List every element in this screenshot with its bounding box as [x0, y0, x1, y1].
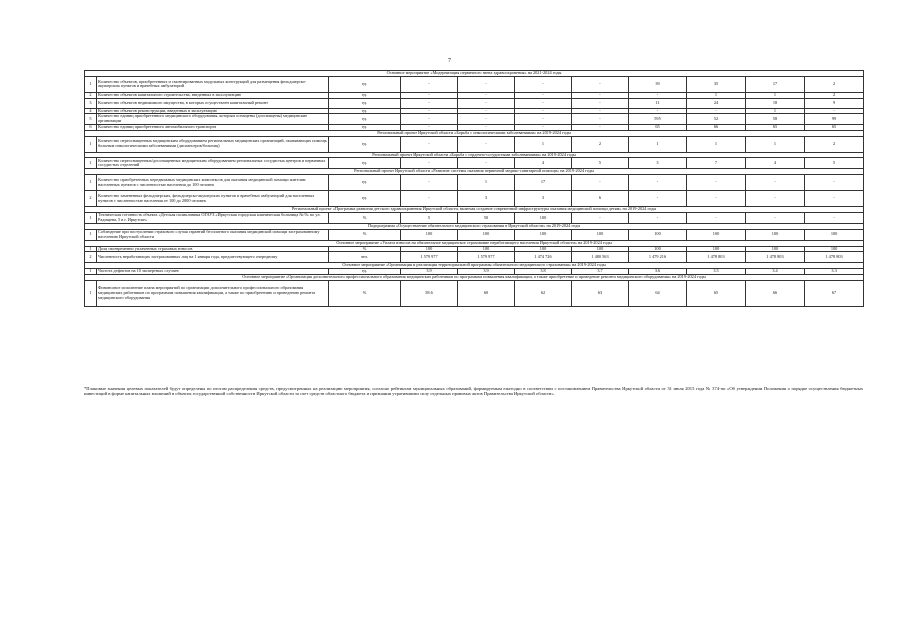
value-cell: 66 [746, 280, 805, 306]
unit-cell: ед. [329, 98, 401, 108]
row-number: 3 [85, 98, 97, 108]
row-number: 1 [85, 158, 97, 169]
unit-cell: чел. [329, 252, 401, 263]
value-cell: - [458, 108, 515, 114]
indicator-name: Доля своевременно уплаченных страховых взносов [97, 246, 329, 252]
value-cell: - [401, 136, 458, 152]
value-cell: 1 [746, 108, 805, 114]
value-cell: 35 [687, 76, 746, 92]
value-cell: 4 [746, 158, 805, 169]
unit-cell: ед. [329, 158, 401, 169]
value-cell: - [515, 108, 572, 114]
unit-cell: % [329, 246, 401, 252]
value-cell: 17 [746, 76, 805, 92]
value-cell: - [629, 191, 687, 207]
value-cell: - [572, 76, 629, 92]
value-cell: - [458, 92, 515, 98]
value-cell: - [515, 76, 572, 92]
indicator-name: Количество приобретенных передвижных медицинских комплексов для оказания медицинской помощи жителям населенных пунктов с численностью населения до 100 человек [97, 175, 329, 191]
value-cell: 1 [746, 92, 805, 98]
value-cell: 3.9 [458, 269, 515, 275]
unit-cell: ед. [329, 76, 401, 92]
value-cell: 58.6 [401, 280, 458, 306]
value-cell: 1 478 803 [805, 252, 864, 263]
value-cell: 7 [687, 158, 746, 169]
value-cell: 1 [515, 136, 572, 152]
value-cell: - [687, 108, 746, 114]
table-row [85, 229, 864, 240]
unit-cell: % [329, 229, 401, 240]
value-cell: 2 [805, 76, 864, 92]
value-cell: 3 [515, 191, 572, 207]
value-cell: 2 [805, 92, 864, 98]
value-cell: 100 [629, 229, 687, 240]
section-title: Подпрограмма «Осуществление обязательного медицинского страхования в Иркутской области» на 2019-2024 годы [85, 223, 864, 229]
indicator-name: Финансовое исполнение плана мероприятий по организации дополнительного профессионального образования медицинских работников по программам повышения квалификации, а также по приобретению и проведению ремонта медицинского оборудования [97, 280, 329, 306]
indicator-name: Количество переоснащенных/дооснащенных медицинским оборудованием региональных сосудистых центров и первичных сосудистых отделений [97, 158, 329, 169]
value-cell: 595 [629, 114, 687, 125]
value-cell: 100 [805, 246, 864, 252]
value-cell: 65 [805, 124, 864, 130]
table-row [85, 191, 864, 207]
value-cell: 3.6 [629, 269, 687, 275]
value-cell: 1 479 216 [629, 252, 687, 263]
value-cell: - [458, 136, 515, 152]
value-cell: 65 [687, 280, 746, 306]
row-number: 1 [85, 175, 97, 191]
indicator-name: Количество переоснащенных медицинским оборудованием региональных медицинских организаций, оказывающих помощь больным онкологическими заболеваниями (диспансеров/больниц) [97, 136, 329, 152]
table-row [85, 136, 864, 152]
row-number: 5 [85, 114, 97, 125]
section-title: Основное мероприятие «Модернизация первичного звена здравоохранения» на 2021-2024 годы [85, 71, 864, 77]
value-cell: - [515, 124, 572, 130]
value-cell: 1 [687, 136, 746, 152]
value-cell: 100 [687, 246, 746, 252]
unit-cell: % [329, 212, 401, 223]
section-title: Региональный проект Иркутской области «Развитие системы оказания первичной медико-санитарной помощи» на 2019-2024 годы [85, 169, 864, 175]
value-cell: - [629, 212, 687, 223]
value-cell: 99 [805, 114, 864, 125]
table-body [85, 71, 864, 307]
value-cell: - [629, 175, 687, 191]
value-cell: - [805, 108, 864, 114]
unit-cell: ед. [329, 108, 401, 114]
value-cell: 1 579 977 [458, 252, 515, 263]
value-cell: 52 [687, 114, 746, 125]
value-cell: 3.4 [746, 269, 805, 275]
value-cell: 100 [746, 246, 805, 252]
value-cell: - [401, 175, 458, 191]
value-cell: - [746, 175, 805, 191]
value-cell: 1 [687, 92, 746, 98]
row-number: 1 [85, 246, 97, 252]
value-cell: - [401, 76, 458, 92]
value-cell: 1 474 726 [515, 252, 572, 263]
value-cell: - [687, 191, 746, 207]
value-cell: 1 478 803 [687, 252, 746, 263]
value-cell: 58 [746, 114, 805, 125]
value-cell: 65 [629, 124, 687, 130]
unit-cell: ед. [329, 269, 401, 275]
value-cell: 3.5 [687, 269, 746, 275]
value-cell: 1 [629, 136, 687, 152]
value-cell: - [515, 98, 572, 108]
table-row [85, 280, 864, 306]
row-number: 1 [85, 212, 97, 223]
value-cell: - [805, 212, 864, 223]
value-cell: - [401, 114, 458, 125]
indicator-name: Количество единиц приобретенного медицинского оборудования, которым оснащены (дооснащены) медицинские организации [97, 114, 329, 125]
value-cell: - [572, 98, 629, 108]
value-cell: - [629, 108, 687, 114]
value-cell: 3.8 [515, 269, 572, 275]
unit-cell: ед. [329, 114, 401, 125]
value-cell: - [401, 158, 458, 169]
indicator-name: Количество единиц приобретенного автомобильного транспорта [97, 124, 329, 130]
value-cell: - [458, 114, 515, 125]
value-cell: 64 [629, 280, 687, 306]
value-cell: - [805, 175, 864, 191]
value-cell: 100 [401, 229, 458, 240]
unit-cell: ед. [329, 191, 401, 207]
unit-cell: ед. [329, 175, 401, 191]
value-cell: 63 [572, 280, 629, 306]
table-row [85, 158, 864, 169]
value-cell: 67 [805, 280, 864, 306]
value-cell: 3.3 [805, 269, 864, 275]
value-cell: - [458, 76, 515, 92]
value-cell: 18 [746, 98, 805, 108]
value-cell: 2 [805, 136, 864, 152]
value-cell: 100 [746, 229, 805, 240]
value-cell: - [401, 124, 458, 130]
section-title: Региональный проект Иркутской области «Борьба с онкологическими заболеваниями» на 2019-2024 годы [85, 130, 864, 136]
indicator-name: Соблюдение при поступлении страхового случая гарантий бесплатного оказания медицинской помощи застрахованному населению Иркутской области [97, 229, 329, 240]
value-cell: 24 [687, 98, 746, 108]
value-cell: - [687, 175, 746, 191]
value-cell: 11 [629, 98, 687, 108]
page-number: 7 [448, 58, 451, 64]
value-cell: 5 [572, 158, 629, 169]
row-number: 2 [85, 191, 97, 207]
section-title: Основное мероприятие «Организация и реализация территориальной программы обязательного медицинского страхования» на 2019-2024 годы [85, 263, 864, 269]
value-cell: - [401, 92, 458, 98]
unit-cell: ед. [329, 136, 401, 152]
value-cell: 100 [572, 229, 629, 240]
indicator-name: Частота дефектов на 10 экспертных случаев [97, 269, 329, 275]
section-title: Основное мероприятие «Организация дополнительного профессионального образования медицинских работников по программам повышения квалификации, а также приобретение и проведение ремонта медицинского оборудования» на 2019-2024 годы [85, 274, 864, 280]
row-number: 1 [85, 269, 97, 275]
indicator-name: Количество объектов реконструкции, введенных в эксплуатацию [97, 108, 329, 114]
value-cell: - [746, 191, 805, 207]
row-number: 1 [85, 280, 97, 306]
value-cell: - [687, 212, 746, 223]
section-title: Региональный проект Иркутской области «Борьба с сердечно-сосудистыми заболеваниями» на 2019-2024 годы [85, 152, 864, 158]
value-cell: 1 478 803 [746, 252, 805, 263]
value-cell: 100 [629, 246, 687, 252]
value-cell: - [515, 92, 572, 98]
value-cell: 1 [458, 175, 515, 191]
value-cell: - [458, 98, 515, 108]
value-cell: - [401, 108, 458, 114]
value-cell: 100 [401, 246, 458, 252]
value-cell: - [572, 108, 629, 114]
value-cell: 100 [687, 229, 746, 240]
value-cell: 9 [805, 98, 864, 108]
value-cell: 66 [687, 124, 746, 130]
row-number: 1 [85, 136, 97, 152]
value-cell: 5 [401, 212, 458, 223]
value-cell: 6 [572, 191, 629, 207]
table-row [85, 98, 864, 108]
value-cell: 3.7 [572, 269, 629, 275]
value-cell: 100 [458, 246, 515, 252]
indicator-name: Количество замененных фельдшерских, фельдшерско-акушерских пунктов и врачебных амбулаторий для населенных пунктов с численностью населения от 100 до 2000 человек [97, 191, 329, 207]
value-cell: - [572, 175, 629, 191]
row-number: 2 [85, 252, 97, 263]
value-cell: 1 [746, 136, 805, 152]
indicators-table [84, 70, 864, 307]
value-cell: - [572, 212, 629, 223]
value-cell: 1 480 563 [572, 252, 629, 263]
value-cell: 3.9 [401, 269, 458, 275]
value-cell: 65 [746, 124, 805, 130]
section-title: Региональный проект «Программа развития детского здравоохранения Иркутской области, включая создание современной инфраструктуры оказания медицинской помощи детям» на 2019-2024 годы [85, 207, 864, 213]
table-row [85, 252, 864, 263]
value-cell: - [572, 92, 629, 98]
value-cell: - [401, 191, 458, 207]
value-cell: 100 [458, 229, 515, 240]
value-cell: - [458, 124, 515, 130]
value-cell: 50 [458, 212, 515, 223]
value-cell: - [805, 191, 864, 207]
value-cell: 39 [629, 76, 687, 92]
value-cell: 5 [805, 158, 864, 169]
row-number: 1 [85, 76, 97, 92]
unit-cell: ед. [329, 124, 401, 130]
value-cell: 100 [515, 229, 572, 240]
footnote: *Плановые значения целевых показателей будут определены по итогам распределения средств, предусмотренных на реализацию мероприятия, согласно рейтингам муниципальных образований, формируемым ежегодно в соответствии с постановлением Правительства Иркутской области от 31 июля 2015 года № 374-пп «Об утверждении Положения о порядке осуществления бюджетных инвестиций в форме капитальных вложений в объекты государственной собственности Иркутской области за счет средств областного бюджета и признании утратившими силу отдельных правовых актов Правительства Иркутской области». [84, 386, 863, 397]
table-row [85, 212, 864, 223]
section-title: Основное мероприятие «Уплата взносов на обязательное медицинское страхование неработающего населения Иркутской области» на 2019-2024 годы [85, 240, 864, 246]
indicator-name: Техническая готовность объекта «Детская поликлиника ОГАУЗ «Иркутская городская клиническая больница № 9» по ул. Радищева, 5 в г. Иркутске» [97, 212, 329, 223]
value-cell: 100 [805, 229, 864, 240]
row-number: 4 [85, 108, 97, 114]
value-cell: 100 [572, 246, 629, 252]
value-cell: - [629, 92, 687, 98]
value-cell: 100 [515, 246, 572, 252]
table-row [85, 114, 864, 125]
value-cell: 2 [572, 136, 629, 152]
value-cell: 3 [458, 191, 515, 207]
value-cell: 62 [515, 280, 572, 306]
value-cell: - [572, 124, 629, 130]
value-cell: - [401, 98, 458, 108]
unit-cell: % [329, 280, 401, 306]
unit-cell: ед. [329, 92, 401, 98]
table-row [85, 76, 864, 92]
table-row [85, 175, 864, 191]
indicator-name: Количество объектов недвижимого имущества, в которых осуществлен капитальный ремонт [97, 98, 329, 108]
row-number: 6 [85, 124, 97, 130]
value-cell: - [572, 114, 629, 125]
value-cell: 3 [629, 158, 687, 169]
value-cell: 60 [458, 280, 515, 306]
value-cell: 100 [515, 212, 572, 223]
value-cell: - [746, 212, 805, 223]
row-number: 1 [85, 229, 97, 240]
value-cell: - [458, 158, 515, 169]
value-cell: 4 [515, 158, 572, 169]
value-cell: 17 [515, 175, 572, 191]
value-cell: - [515, 114, 572, 125]
indicator-name: Количество объектов капитального строительства, введенных в эксплуатацию [97, 92, 329, 98]
value-cell: 1 579 977 [401, 252, 458, 263]
indicator-name: Численность неработающих застрахованных лиц на 1 января года, предшествующего очередному [97, 252, 329, 263]
indicator-name: Количество объектов, приобретенных и смонтированных модульных конструкций для размещения фельдшерско-акушерских пунктов и врачебных амбулаторий [97, 76, 329, 92]
row-number: 2 [85, 92, 97, 98]
